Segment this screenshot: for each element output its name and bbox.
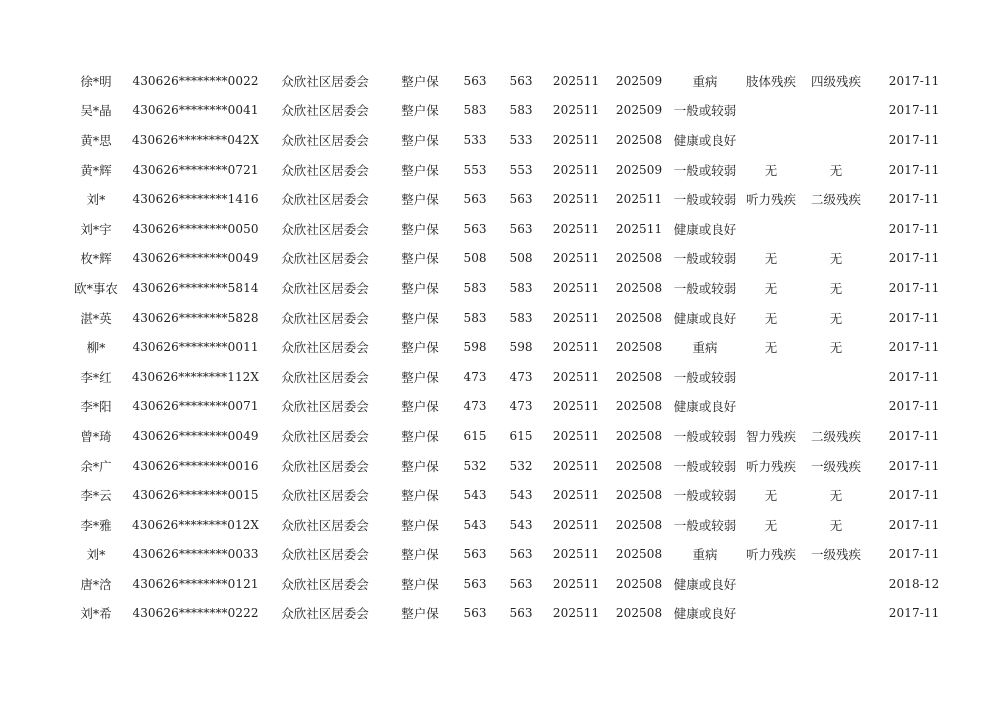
table-row	[60, 303, 955, 333]
period-start-cell: 202511	[552, 310, 600, 325]
assistance-type-cell: 整户保	[401, 73, 439, 89]
amount-cell: 598	[463, 340, 487, 355]
name-cell: 刘*希	[80, 606, 112, 622]
id-number-cell: 430626********0049	[132, 251, 259, 266]
name-cell: 湛*英	[80, 310, 112, 326]
date-cell: 2017-11	[888, 488, 940, 503]
period-check-cell: 202508	[615, 399, 663, 414]
name-cell: 李*雅	[80, 517, 112, 533]
disability-type-cell: 无	[764, 488, 778, 504]
health-status-cell: 健康或良好	[673, 132, 737, 148]
table-row	[60, 273, 955, 303]
table-row	[60, 362, 955, 392]
name-cell: 欧*事农	[74, 280, 118, 296]
amount-cell: 563	[463, 547, 487, 562]
health-status-cell: 一般或较弱	[673, 458, 737, 474]
assistance-type-cell: 整户保	[401, 340, 439, 356]
health-status-cell: 一般或较弱	[673, 192, 737, 208]
amount-cell: 473	[463, 399, 487, 414]
name-cell: 黄*思	[80, 132, 112, 148]
name-cell: 刘*	[86, 192, 106, 208]
health-status-cell: 一般或较弱	[673, 517, 737, 533]
name-cell: 李*云	[80, 488, 112, 504]
name-cell: 李*阳	[80, 399, 112, 415]
assistance-type-cell: 整户保	[401, 221, 439, 237]
health-status-cell: 重病	[692, 340, 718, 356]
name-cell: 余*广	[80, 458, 112, 474]
community-cell: 众欣社区居委会	[281, 488, 369, 504]
health-status-cell: 健康或良好	[673, 606, 737, 622]
period-start-cell: 202511	[552, 221, 600, 236]
id-number-cell: 430626********0011	[132, 340, 259, 355]
community-cell: 众欣社区居委会	[281, 547, 369, 563]
period-check-cell: 202509	[615, 73, 663, 88]
assistance-type-cell: 整户保	[401, 251, 439, 267]
assistance-type-cell: 整户保	[401, 428, 439, 444]
period-start-cell: 202511	[552, 103, 600, 118]
period-start-cell: 202511	[552, 132, 600, 147]
period-check-cell: 202508	[615, 547, 663, 562]
period-check-cell: 202511	[615, 192, 663, 207]
assistance-type-cell: 整户保	[401, 399, 439, 415]
amount-cell: 473	[509, 369, 533, 384]
period-check-cell: 202509	[615, 103, 663, 118]
id-number-cell: 430626********5814	[132, 280, 259, 295]
amount-cell: 615	[463, 428, 487, 443]
amount-cell: 543	[463, 488, 487, 503]
health-status-cell: 一般或较弱	[673, 369, 737, 385]
date-cell: 2017-11	[888, 251, 940, 266]
amount-cell: 473	[463, 369, 487, 384]
disability-level-cell	[799, 599, 873, 629]
date-cell: 2017-11	[888, 399, 940, 414]
table-row	[60, 125, 955, 155]
amount-cell: 553	[509, 162, 533, 177]
amount-cell: 563	[463, 221, 487, 236]
name-cell: 唐*浛	[80, 576, 112, 592]
disability-level-cell: 无	[829, 310, 843, 326]
disability-level-cell	[799, 96, 873, 126]
disability-type-cell: 肢体残疾	[746, 73, 797, 89]
period-check-cell: 202508	[615, 280, 663, 295]
amount-cell: 563	[509, 221, 533, 236]
name-cell: 枚*辉	[80, 251, 112, 267]
assistance-type-cell: 整户保	[401, 103, 439, 119]
date-cell: 2017-11	[888, 310, 940, 325]
table-row	[60, 540, 955, 570]
health-status-cell: 一般或较弱	[673, 103, 737, 119]
assistance-type-cell: 整户保	[401, 369, 439, 385]
disability-type-cell	[743, 96, 799, 126]
amount-cell: 508	[463, 251, 487, 266]
period-check-cell: 202508	[615, 488, 663, 503]
health-status-cell: 重病	[692, 73, 718, 89]
period-check-cell: 202508	[615, 428, 663, 443]
period-check-cell: 202508	[615, 606, 663, 621]
table-row	[60, 569, 955, 599]
community-cell: 众欣社区居委会	[281, 576, 369, 592]
period-start-cell: 202511	[552, 73, 600, 88]
roster-table	[60, 66, 955, 628]
community-cell: 众欣社区居委会	[281, 103, 369, 119]
community-cell: 众欣社区居委会	[281, 428, 369, 444]
health-status-cell: 一般或较弱	[673, 428, 737, 444]
table-row	[60, 451, 955, 481]
health-status-cell: 一般或较弱	[673, 162, 737, 178]
amount-cell: 543	[463, 517, 487, 532]
amount-cell: 583	[463, 103, 487, 118]
amount-cell: 563	[463, 73, 487, 88]
table-row	[60, 510, 955, 540]
date-cell: 2017-11	[888, 340, 940, 355]
amount-cell: 598	[509, 340, 533, 355]
date-cell: 2017-11	[888, 132, 940, 147]
period-start-cell: 202511	[552, 369, 600, 384]
disability-level-cell: 二级残疾	[811, 428, 862, 444]
amount-cell: 532	[509, 458, 533, 473]
period-start-cell: 202511	[552, 399, 600, 414]
id-number-cell: 430626********0015	[132, 488, 259, 503]
period-check-cell: 202508	[615, 517, 663, 532]
health-status-cell: 重病	[692, 547, 718, 563]
assistance-type-cell: 整户保	[401, 458, 439, 474]
period-check-cell: 202508	[615, 340, 663, 355]
period-check-cell: 202508	[615, 132, 663, 147]
amount-cell: 533	[509, 132, 533, 147]
date-cell: 2017-11	[888, 73, 940, 88]
disability-type-cell: 无	[764, 310, 778, 326]
period-start-cell: 202511	[552, 458, 600, 473]
id-number-cell: 430626********012X	[132, 517, 260, 532]
health-status-cell: 一般或较弱	[673, 488, 737, 504]
name-cell: 李*红	[80, 369, 112, 385]
disability-type-cell: 听力残疾	[746, 547, 797, 563]
table-row	[60, 332, 955, 362]
assistance-type-cell: 整户保	[401, 576, 439, 592]
period-check-cell: 202508	[615, 251, 663, 266]
table-row	[60, 96, 955, 126]
assistance-type-cell: 整户保	[401, 547, 439, 563]
disability-level-cell	[799, 569, 873, 599]
id-number-cell: 430626********0071	[132, 399, 259, 414]
id-number-cell: 430626********0121	[132, 576, 259, 591]
disability-level-cell	[799, 125, 873, 155]
period-start-cell: 202511	[552, 517, 600, 532]
period-start-cell: 202511	[552, 280, 600, 295]
disability-level-cell: 一级残疾	[811, 458, 862, 474]
name-cell: 刘*宇	[80, 221, 112, 237]
date-cell: 2017-11	[888, 221, 940, 236]
date-cell: 2017-11	[888, 547, 940, 562]
amount-cell: 583	[463, 280, 487, 295]
id-number-cell: 430626********0049	[132, 428, 259, 443]
table-row	[60, 66, 955, 96]
community-cell: 众欣社区居委会	[281, 458, 369, 474]
community-cell: 众欣社区居委会	[281, 369, 369, 385]
period-check-cell: 202508	[615, 310, 663, 325]
period-start-cell: 202511	[552, 162, 600, 177]
disability-level-cell: 二级残疾	[811, 192, 862, 208]
id-number-cell: 430626********5828	[132, 310, 259, 325]
amount-cell: 615	[509, 428, 533, 443]
disability-level-cell: 无	[829, 517, 843, 533]
amount-cell: 563	[509, 576, 533, 591]
id-number-cell: 430626********0050	[132, 221, 259, 236]
period-check-cell: 202508	[615, 576, 663, 591]
amount-cell: 563	[509, 606, 533, 621]
id-number-cell: 430626********0721	[132, 162, 259, 177]
community-cell: 众欣社区居委会	[281, 606, 369, 622]
health-status-cell: 健康或良好	[673, 310, 737, 326]
disability-type-cell: 无	[764, 340, 778, 356]
table-row	[60, 480, 955, 510]
id-number-cell: 430626********0041	[132, 103, 259, 118]
period-start-cell: 202511	[552, 428, 600, 443]
table-row	[60, 214, 955, 244]
disability-type-cell	[743, 569, 799, 599]
date-cell: 2017-11	[888, 606, 940, 621]
period-check-cell: 202508	[615, 369, 663, 384]
name-cell: 黄*辉	[80, 162, 112, 178]
name-cell: 柳*	[86, 340, 106, 356]
disability-type-cell: 无	[764, 517, 778, 533]
community-cell: 众欣社区居委会	[281, 251, 369, 267]
amount-cell: 563	[509, 73, 533, 88]
disability-level-cell: 四级残疾	[811, 73, 862, 89]
table-row	[60, 244, 955, 274]
table-row	[60, 392, 955, 422]
community-cell: 众欣社区居委会	[281, 340, 369, 356]
disability-type-cell	[743, 214, 799, 244]
amount-cell: 583	[463, 310, 487, 325]
id-number-cell: 430626********0016	[132, 458, 259, 473]
disability-level-cell: 无	[829, 280, 843, 296]
name-cell: 曾*琦	[80, 428, 112, 444]
amount-cell: 553	[463, 162, 487, 177]
community-cell: 众欣社区居委会	[281, 399, 369, 415]
health-status-cell: 一般或较弱	[673, 251, 737, 267]
id-number-cell: 430626********112X	[132, 369, 260, 384]
date-cell: 2017-11	[888, 458, 940, 473]
amount-cell: 563	[509, 547, 533, 562]
id-number-cell: 430626********042X	[132, 132, 260, 147]
disability-level-cell: 无	[829, 162, 843, 178]
name-cell: 刘*	[86, 547, 106, 563]
community-cell: 众欣社区居委会	[281, 132, 369, 148]
id-number-cell: 430626********0022	[132, 73, 259, 88]
disability-level-cell	[799, 362, 873, 392]
community-cell: 众欣社区居委会	[281, 162, 369, 178]
amount-cell: 473	[509, 399, 533, 414]
assistance-type-cell: 整户保	[401, 488, 439, 504]
assistance-type-cell: 整户保	[401, 132, 439, 148]
amount-cell: 583	[509, 280, 533, 295]
amount-cell: 543	[509, 517, 533, 532]
disability-level-cell	[799, 392, 873, 422]
disability-level-cell: 无	[829, 488, 843, 504]
disability-type-cell	[743, 392, 799, 422]
date-cell: 2017-11	[888, 103, 940, 118]
id-number-cell: 430626********0222	[132, 606, 259, 621]
table-row	[60, 421, 955, 451]
table-row	[60, 155, 955, 185]
id-number-cell: 430626********0033	[132, 547, 259, 562]
date-cell: 2018-12	[888, 576, 940, 591]
disability-level-cell: 无	[829, 251, 843, 267]
amount-cell: 532	[463, 458, 487, 473]
amount-cell: 583	[509, 310, 533, 325]
period-start-cell: 202511	[552, 192, 600, 207]
disability-level-cell	[799, 214, 873, 244]
amount-cell: 563	[463, 576, 487, 591]
community-cell: 众欣社区居委会	[281, 280, 369, 296]
health-status-cell: 健康或良好	[673, 399, 737, 415]
amount-cell: 583	[509, 103, 533, 118]
table-row	[60, 184, 955, 214]
health-status-cell: 健康或良好	[673, 576, 737, 592]
assistance-type-cell: 整户保	[401, 192, 439, 208]
date-cell: 2017-11	[888, 428, 940, 443]
health-status-cell: 一般或较弱	[673, 280, 737, 296]
table-row	[60, 599, 955, 629]
date-cell: 2017-11	[888, 162, 940, 177]
disability-type-cell: 无	[764, 280, 778, 296]
period-check-cell: 202509	[615, 162, 663, 177]
amount-cell: 563	[463, 606, 487, 621]
disability-type-cell	[743, 125, 799, 155]
disability-type-cell	[743, 599, 799, 629]
health-status-cell: 健康或良好	[673, 221, 737, 237]
amount-cell: 563	[509, 192, 533, 207]
period-check-cell: 202508	[615, 458, 663, 473]
date-cell: 2017-11	[888, 192, 940, 207]
date-cell: 2017-11	[888, 280, 940, 295]
community-cell: 众欣社区居委会	[281, 192, 369, 208]
assistance-type-cell: 整户保	[401, 310, 439, 326]
disability-type-cell: 智力残疾	[746, 428, 797, 444]
community-cell: 众欣社区居委会	[281, 517, 369, 533]
date-cell: 2017-11	[888, 369, 940, 384]
community-cell: 众欣社区居委会	[281, 221, 369, 237]
date-cell: 2017-11	[888, 517, 940, 532]
amount-cell: 508	[509, 251, 533, 266]
period-start-cell: 202511	[552, 576, 600, 591]
assistance-type-cell: 整户保	[401, 517, 439, 533]
roster-body	[60, 66, 955, 628]
disability-type-cell: 无	[764, 251, 778, 267]
name-cell: 吴*晶	[80, 103, 112, 119]
disability-type-cell	[743, 362, 799, 392]
assistance-type-cell: 整户保	[401, 162, 439, 178]
community-cell: 众欣社区居委会	[281, 310, 369, 326]
period-start-cell: 202511	[552, 251, 600, 266]
disability-level-cell: 无	[829, 340, 843, 356]
assistance-type-cell: 整户保	[401, 280, 439, 296]
id-number-cell: 430626********1416	[132, 192, 259, 207]
period-start-cell: 202511	[552, 547, 600, 562]
disability-type-cell: 无	[764, 162, 778, 178]
disability-type-cell: 听力残疾	[746, 192, 797, 208]
amount-cell: 543	[509, 488, 533, 503]
period-start-cell: 202511	[552, 606, 600, 621]
period-check-cell: 202511	[615, 221, 663, 236]
period-start-cell: 202511	[552, 488, 600, 503]
amount-cell: 563	[463, 192, 487, 207]
assistance-type-cell: 整户保	[401, 606, 439, 622]
amount-cell: 533	[463, 132, 487, 147]
period-start-cell: 202511	[552, 340, 600, 355]
disability-level-cell: 一级残疾	[811, 547, 862, 563]
community-cell: 众欣社区居委会	[281, 73, 369, 89]
name-cell: 徐*明	[80, 73, 112, 89]
disability-type-cell: 听力残疾	[746, 458, 797, 474]
